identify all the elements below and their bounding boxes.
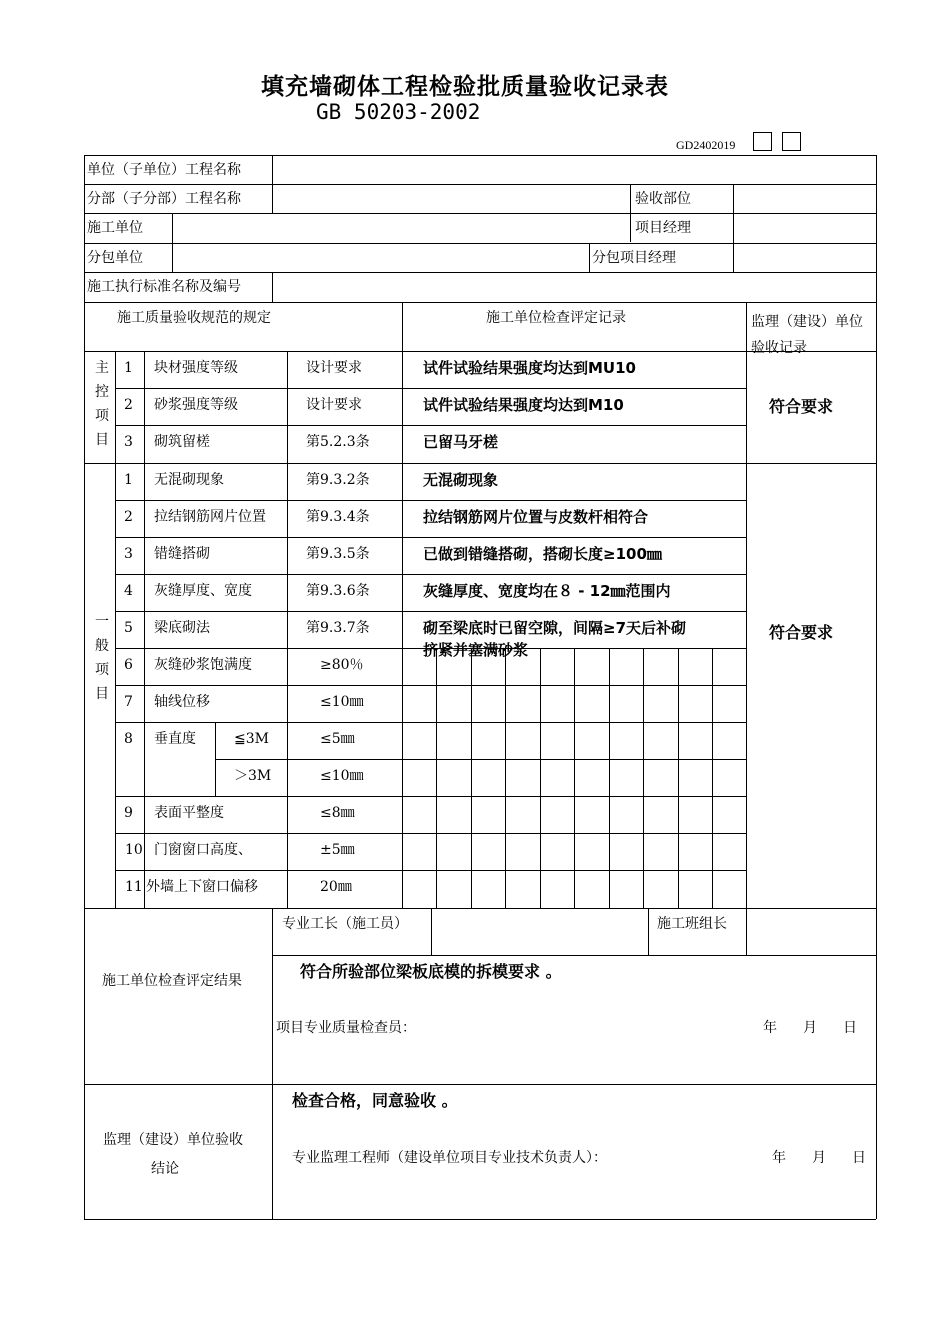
gen-item-8-no: 8 xyxy=(124,731,133,747)
sub-project-label: 分部（子分部）工程名称 xyxy=(87,191,241,207)
gen-item-5-record-overflow: 挤紧并塞满砂浆 xyxy=(423,641,529,659)
gen-item-1-record: 无混砌现象 xyxy=(423,471,499,489)
main-item-1-no: 1 xyxy=(124,360,133,376)
gen-item-5-no: 5 xyxy=(124,620,133,636)
main-item-2-record: 试件试验结果强度均达到M10 xyxy=(423,396,624,414)
contractor-label: 施工单位 xyxy=(87,220,143,236)
gen-item-7-no: 7 xyxy=(124,694,133,710)
supervision-column-header: 监理（建设）单位验收记录 xyxy=(751,314,863,356)
construction-conclusion: 符合所验部位梁板底模的拆模要求 。 xyxy=(300,962,562,981)
gen-item-4-name: 灰缝厚度、宽度 xyxy=(154,583,252,599)
supervision-label-line2: 结论 xyxy=(151,1161,179,1177)
gen-item-3-name: 错缝搭砌 xyxy=(154,546,210,562)
gen-item-1-req: 第9.3.2条 xyxy=(306,472,370,488)
gen-item-1-no: 1 xyxy=(124,472,133,488)
main-item-1-record: 试件试验结果强度均达到MU10 xyxy=(423,359,636,377)
team-leader-label: 施工班组长 xyxy=(657,916,727,932)
construction-year: 年 xyxy=(763,1020,777,1036)
code-box-1[interactable] xyxy=(753,132,772,151)
gen-item-2-name: 拉结钢筋网片位置 xyxy=(154,509,266,525)
main-item-2-no: 2 xyxy=(124,397,133,413)
code-box-2[interactable] xyxy=(782,132,801,151)
gen-item-2-req: 第9.3.4条 xyxy=(306,509,370,525)
main-item-3-name: 砌筑留槎 xyxy=(154,434,210,450)
main-item-3-req: 第5.2.3条 xyxy=(306,434,370,450)
gen-item-10-no: 10 xyxy=(125,842,143,858)
gen-item-10-req: ±5㎜ xyxy=(320,842,355,858)
main-item-2-req: 设计要求 xyxy=(306,397,362,413)
main-control-result: 符合要求 xyxy=(769,397,834,416)
gen-item-4-req: 第9.3.6条 xyxy=(306,583,370,599)
gen-item-8-cond-1: ≦3M xyxy=(234,731,269,747)
construction-month: 月 xyxy=(803,1020,817,1036)
gen-item-8-req-2: ≤10㎜ xyxy=(320,768,364,784)
main-item-1-req: 设计要求 xyxy=(306,360,362,376)
standard-code: GB 50203-2002 xyxy=(316,100,481,124)
gen-item-4-no: 4 xyxy=(124,583,133,599)
gen-item-1-name: 无混砌现象 xyxy=(154,472,224,488)
gen-item-11-no: 11 xyxy=(125,879,143,895)
exec-standard-label: 施工执行标准名称及编号 xyxy=(87,279,241,295)
quality-inspector-label: 项目专业质量检查员： xyxy=(276,1020,416,1036)
gen-item-9-no: 9 xyxy=(124,805,133,821)
construction-day: 日 xyxy=(843,1020,857,1036)
main-item-3-no: 3 xyxy=(124,434,133,450)
main-item-3-record: 已留马牙槎 xyxy=(423,433,499,451)
general-label: 一般项目 xyxy=(95,614,109,702)
gen-item-9-name: 表面平整度 xyxy=(154,805,224,821)
gen-item-5-record-cell xyxy=(420,612,745,659)
gen-item-8-name: 垂直度 xyxy=(154,731,196,747)
gen-item-3-req: 第9.3.5条 xyxy=(306,546,370,562)
gen-item-10-name: 门窗窗口高度、 xyxy=(154,842,252,858)
acceptance-part-label: 验收部位 xyxy=(635,191,691,207)
supervision-month: 月 xyxy=(812,1150,826,1166)
supervision-year: 年 xyxy=(772,1150,786,1166)
gen-item-3-no: 3 xyxy=(124,546,133,562)
gen-item-3-record: 已做到错缝搭砌，搭砌长度≥100㎜ xyxy=(423,545,662,563)
gen-item-7-req: ≤10㎜ xyxy=(320,694,364,710)
project-manager-label: 项目经理 xyxy=(635,220,691,236)
gen-item-5-name: 梁底砌法 xyxy=(154,620,210,636)
gen-item-5-req: 第9.3.7条 xyxy=(306,620,370,636)
supervision-day: 日 xyxy=(852,1150,866,1166)
gen-item-8-cond-2: ＞3M xyxy=(234,768,272,784)
gen-item-4-record: 灰缝厚度、宽度均在８ - 12㎜范围内 xyxy=(423,582,671,600)
gen-item-6-no: 6 xyxy=(124,657,133,673)
gen-item-2-record: 拉结钢筋网片位置与皮数杆相符合 xyxy=(423,508,649,526)
gen-item-9-req: ≤8㎜ xyxy=(320,805,355,821)
general-result: 符合要求 xyxy=(769,623,834,642)
gen-item-6-name: 灰缝砂浆饱满度 xyxy=(154,657,252,673)
foreman-label: 专业工长（施工员） xyxy=(282,916,408,932)
supervision-label-line1: 监理（建设）单位验收 xyxy=(103,1132,243,1148)
form-title: 填充墙砌体工程检验批质量验收记录表 xyxy=(261,74,669,100)
gen-item-2-no: 2 xyxy=(124,509,133,525)
main-item-2-name: 砂浆强度等级 xyxy=(154,397,238,413)
gen-item-8-req-1: ≤5㎜ xyxy=(320,731,355,747)
supervision-conclusion: 检查合格，同意验收 。 xyxy=(292,1091,458,1110)
unit-project-label: 单位（子单位）工程名称 xyxy=(87,162,241,178)
spec-column-header: 施工质量验收规范的规定 xyxy=(117,310,271,326)
gen-item-6-req: ≥80％ xyxy=(320,657,364,673)
sub-project-manager-label: 分包项目经理 xyxy=(592,250,676,266)
gen-item-5-record: 砌至梁底时已留空隙，间隔≥7天后补砌 xyxy=(423,619,687,637)
gen-item-7-name: 轴线位移 xyxy=(154,694,210,710)
main-item-1-name: 块材强度等级 xyxy=(154,360,238,376)
construction-result-label: 施工单位检查评定结果 xyxy=(102,973,242,989)
supervising-engineer-label: 专业监理工程师（建设单位项目专业技术负责人）： xyxy=(292,1150,607,1166)
main-control-label: 主控项目 xyxy=(95,360,109,448)
subcontractor-label: 分包单位 xyxy=(87,250,143,266)
form-code: GD2402019 xyxy=(676,138,736,152)
gen-item-11-req: 20㎜ xyxy=(320,879,352,895)
record-column-header: 施工单位检查评定记录 xyxy=(486,310,626,326)
gen-item-11-name: 外墙上下窗口偏移 xyxy=(146,879,258,895)
